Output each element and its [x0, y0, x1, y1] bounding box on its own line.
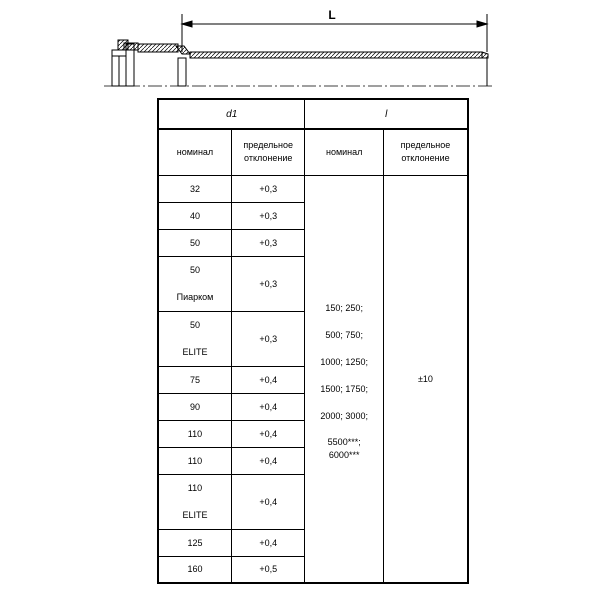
l-value: 5500***;	[327, 437, 361, 448]
d1-deviation-header: предельное отклонение	[231, 129, 304, 175]
l-deviation: ±10	[383, 175, 468, 583]
header-d1: d1	[158, 99, 305, 129]
spec-table	[157, 98, 469, 584]
l-value: 1000; 1250;	[320, 357, 368, 368]
l-value: 6000***	[328, 450, 360, 461]
d1-nominal: 110	[158, 420, 231, 447]
d1-deviation: +0,4	[231, 529, 304, 556]
d1-nominal: 75	[158, 366, 231, 393]
d1-nominal: 110	[158, 447, 231, 474]
d1-deviation: +0,3	[231, 256, 304, 311]
d1-deviation: +0,4	[231, 393, 304, 420]
pipe-drawing	[0, 0, 600, 96]
l-deviation-header: предельное отклонение	[383, 129, 468, 175]
d1-deviation: +0,5	[231, 556, 304, 583]
d1-deviation: +0,3	[231, 202, 304, 229]
d1-deviation: +0,3	[231, 175, 304, 202]
l-value: 1500; 1750;	[320, 384, 368, 395]
header-l: l	[305, 99, 468, 129]
d1-deviation: +0,3	[231, 229, 304, 256]
dimension-label: L	[328, 8, 336, 22]
d1-deviation: +0,4	[231, 447, 304, 474]
d1-nominal: 125	[158, 529, 231, 556]
d1-nominal: 160	[158, 556, 231, 583]
l-nominal-header: номинал	[305, 129, 384, 175]
d1-nominal: 50	[158, 229, 231, 256]
l-value: 500; 750;	[325, 330, 363, 341]
l-nominal-values	[305, 175, 384, 583]
l-value: 2000; 3000;	[320, 411, 368, 422]
d1-deviation: +0,4	[231, 366, 304, 393]
d1-nominal-header: номинал	[158, 129, 231, 175]
d1-nominal: 110 ELITE	[158, 474, 231, 529]
socket-end	[112, 40, 190, 86]
d1-nominal: 32	[158, 175, 231, 202]
d1-deviation: +0,3	[231, 311, 304, 366]
d1-nominal: 50 ELITE	[158, 311, 231, 366]
d1-nominal: 90	[158, 393, 231, 420]
pipe-body	[190, 52, 488, 86]
l-value: 150; 250;	[325, 303, 363, 314]
d1-nominal: 50 Пиарком	[158, 256, 231, 311]
d1-deviation: +0,4	[231, 474, 304, 529]
d1-deviation: +0,4	[231, 420, 304, 447]
d1-nominal: 40	[158, 202, 231, 229]
